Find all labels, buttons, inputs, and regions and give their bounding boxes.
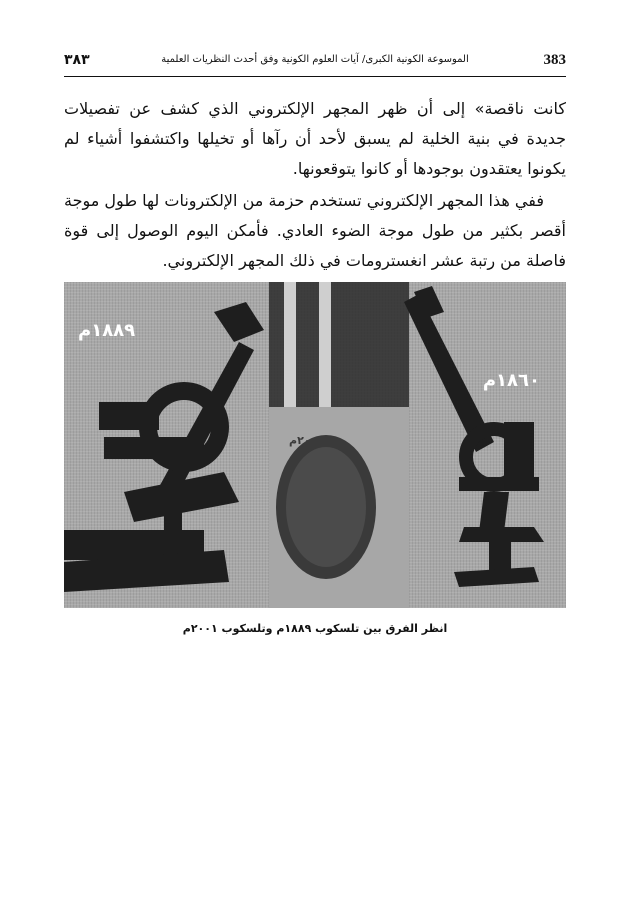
page-number-arabic: ٣٨٣ — [64, 52, 90, 68]
paragraph-2: ففي هذا المجهر الإلكتروني تستخدم حزمة من الإلكترونات لها طول موجة أقصر بكثير من طول موجة الضوء العادي. فأمكن اليوم الوصول إلى قوة فاصلة من رتبة عشر انغسترومات في ذلك المجهر الإلكتروني. — [64, 191, 566, 270]
body-text — [64, 94, 566, 276]
year-label-1860: ١٨٦٠م — [482, 370, 540, 391]
page-number-latin: 383 — [543, 52, 566, 68]
page-header — [64, 52, 566, 74]
microscopes-photo — [64, 282, 566, 608]
paragraph-1: كانت ناقصة» إلى أن ظهر المجهر الإلكتروني الذي كشف عن تفصيلات جديدة في بنية الخلية لم يسبق لأحد أن رآها أو تخيلها واكتشفوا أشياء لم يكونوا يعتقدون بوجودها أو كانوا يتوقعونها. — [64, 99, 566, 178]
year-label-1889: ١٨٨٩م — [78, 320, 136, 341]
year-label-2001: ٢٠٠١م — [289, 434, 324, 447]
figure-caption: انظر الفرق بين تلسكوب ١٨٨٩م وتلسكوب ٢٠٠١م — [182, 622, 448, 635]
running-title: الموسوعة الكونية الكبرى/ آيات العلوم الكونية وفق أحدث النظريات العلمية — [161, 54, 469, 65]
header-divider — [64, 76, 566, 77]
